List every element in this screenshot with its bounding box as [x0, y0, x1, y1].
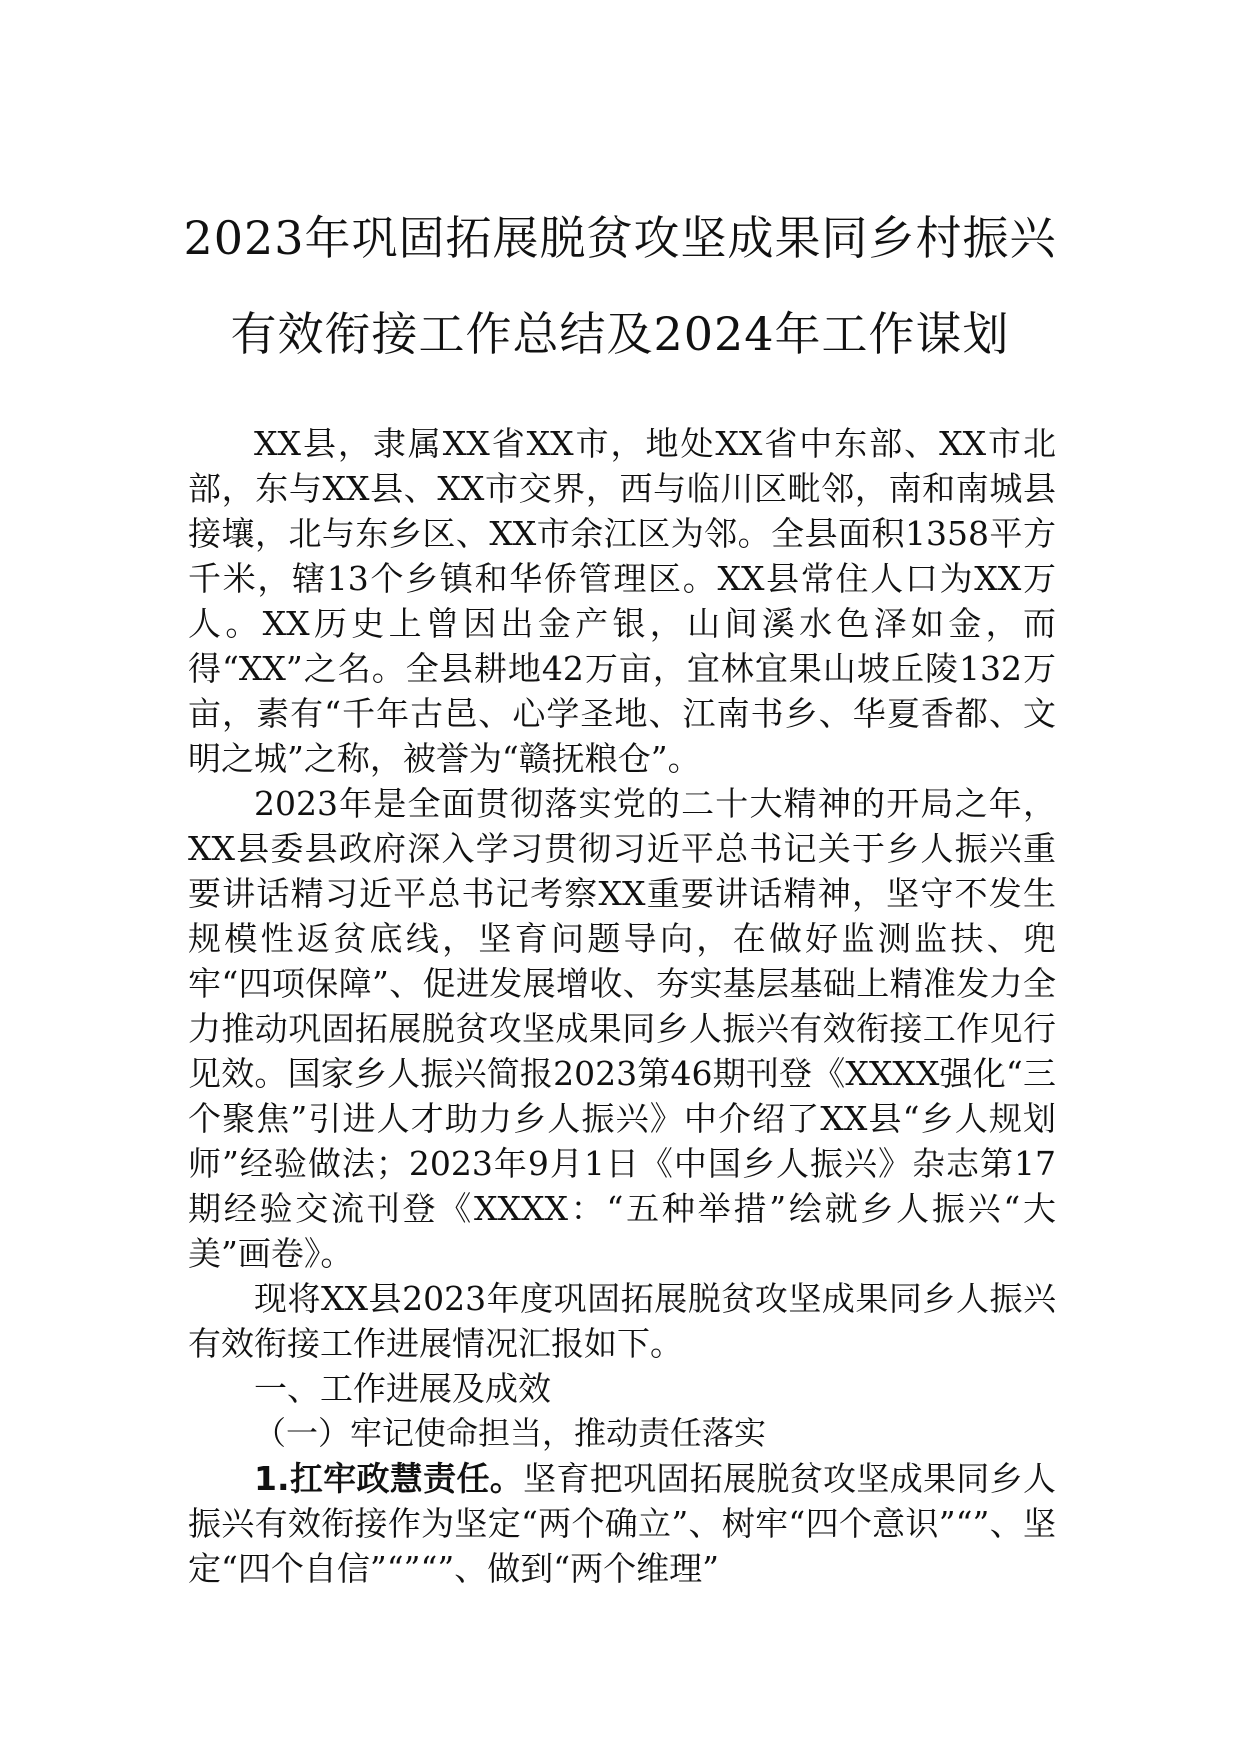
paragraph-2023-summary: 2023年是全面贯彻落实党的二十大精神的开局之年，XX县委县政府深入学习贯彻习近平总书记关于乡人振兴重要讲话精习近平总书记考察XX重要讲话精神，坚守不发生规模性返贫底线，坚育问题导向，在做好监测监扶、兜牢“四项保障”、促进发展增收、夯实基层基础上精准发力全力推动巩固拓展脱贫攻坚成果同乡人振兴有效衔接工作见行见效。国家乡人振兴简报2023第46期刊登《XXXX强化“三个聚焦”引进人才助力乡人振兴》中介绍了XX县“乡人规划师”经验做法；2023年9月1日《中国乡人振兴》杂志第17期经验交流刊登《XXXX：“五种举措”绘就乡人振兴“大美”画卷》。: [188, 784, 1056, 1273]
document-body: [188, 421, 1056, 1591]
paragraph-item-1: [188, 1456, 1056, 1591]
document-title: [150, 190, 1090, 382]
item-1-lead: 1.扛牢政慧责任。: [254, 1459, 524, 1498]
title-line-2: 有效衔接工作总结及2024年工作谋划: [230, 307, 1010, 361]
section-heading-progress: 一、工作进展及成效: [254, 1369, 551, 1408]
subsection-heading-mission: （一）牢记使命担当，推动责任落实: [254, 1414, 767, 1452]
paragraph-report-intro: 现将XX县2023年度巩固拓展脱贫攻坚成果同乡人振兴有效衔接工作进展情况汇报如下。: [188, 1279, 1056, 1363]
title-line-1: 2023年巩固拓展脱贫攻坚成果同乡村振兴: [183, 211, 1057, 265]
paragraph-county-overview: XX县，隶属XX省XX市，地处XX省中东部、XX市北部，东与XX县、XX市交界，西与临川区毗邻，南和南城县接壤，北与东乡区、XX市余江区为邻。全县面积1358平方千米，辖13个乡镇和华侨管理区。XX县常住人口为XX万人。XX历史上曾因出金产银，山间溪水色泽如金，而得“XX”之名。全县耕地42万亩，宜林宜果山坡丘陵132万亩，素有“千年古邑、心学圣地、江南书乡、华夏香都、文明之城”之称，被誉为“赣抚粮仓”。: [188, 424, 1056, 778]
item-1-text: 坚育把巩固拓展脱贫攻坚成果同乡人振兴有效衔接作为坚定“两个确立”、树牢“四个意识”“”、坚定“四个自信”“”“”、做到“两个维理”: [188, 1459, 1057, 1588]
